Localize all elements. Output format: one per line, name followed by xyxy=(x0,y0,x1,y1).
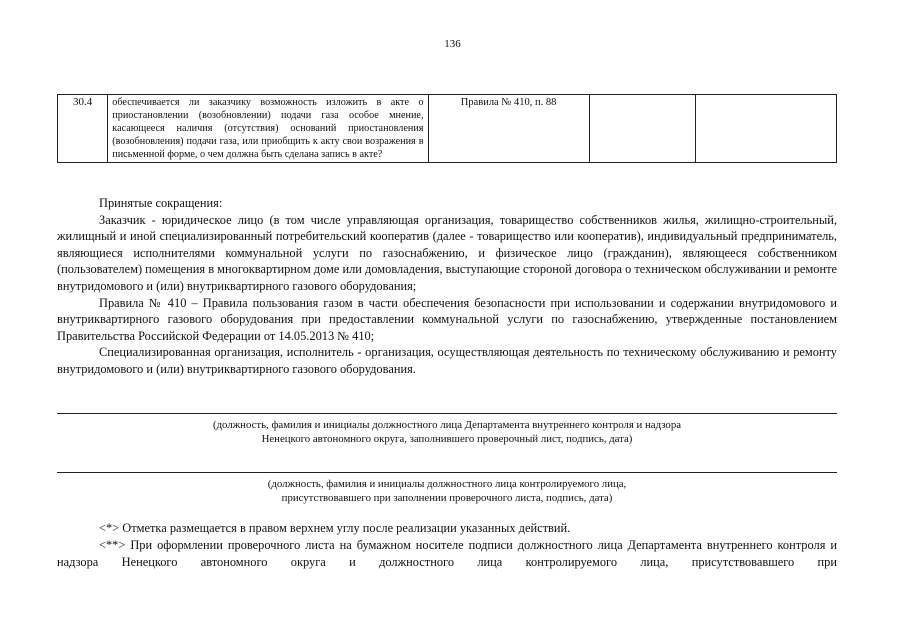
abbreviation-rules-410: Правила № 410 – Правила пользования газом в части обеспечения безопасности при использовании и содержании внутридомового и внутриквартирного газового оборудования при предоставлении коммунальной услуги по газоснабжению, утвержденные постановлением Правительства Российской Федерации от 14.05.2013 № 410; xyxy=(57,295,837,343)
abbreviation-specialized-org: Специализированная организация, исполнитель - организация, осуществляющая деятельность по техническому обслуживанию и ремонту внутридомового и (или) внутриквартирного газового оборудования. xyxy=(57,345,837,376)
abbreviations-title: Принятые сокращения: xyxy=(99,196,223,210)
page-number: 136 xyxy=(444,38,461,50)
signature-caption-line: присутствовавшего при заполнении проверочного листа, подпись, дата) xyxy=(281,492,613,504)
abbreviations-section xyxy=(57,195,837,378)
abbreviation-customer: Заказчик - юридическое лицо (в том числе управляющая организация, товарищество собственников жилья, жилищно-строительный, жилищный и иной специализированный потребительский кооператив (далее - товарищество или кооператив), индивидуальный предприниматель, являющиеся исполнителями коммунальной услуги по газоснабжению, и физическое лицо (гражданин), являющееся собственником (пользователем) помещения в многоквартирном доме или домовладения, выступающие стороной договора о техническом обслуживании и ремонте внутридомового и (или) внутриквартирного газового оборудования; xyxy=(57,212,837,293)
signature-caption-line: Ненецкого автономного округа, заполнившего проверочный лист, подпись, дата) xyxy=(261,433,633,445)
footnote-2: <**> При оформлении проверочного листа на бумажном носителе подписи должностного лица Департамента внутреннего контроля и надзора Ненецкого автономного округа и должностного лица контролируемого лица, присутствовавшего при xyxy=(57,538,837,569)
row-note-cell xyxy=(696,95,837,163)
signature-caption-line: (должность, фамилия и инициалы должностного лица Департамента внутреннего контроля и надзора xyxy=(212,419,682,431)
row-number: 30.4 xyxy=(58,95,108,163)
signature-caption-line: (должность, фамилия и инициалы должностного лица контролируемого лица, xyxy=(267,478,627,490)
signature-caption xyxy=(57,473,837,505)
table-row xyxy=(58,95,837,163)
signature-block-inspector xyxy=(57,413,837,446)
footnotes xyxy=(57,520,837,571)
checklist-table xyxy=(57,94,837,163)
footnote-1: <*> Отметка размещается в правом верхнем углу после реализации указанных действий. xyxy=(99,521,571,535)
signature-caption xyxy=(57,414,837,446)
row-answer-cell xyxy=(589,95,696,163)
row-question: обеспечивается ли заказчику возможность изложить в акте о приостановлении (возобновлении) подачи газа особое мнение, касающееся наличия (отсутствия) оснований приостановления (возобновления) подачи газа, или приобщить к акту свои возражения в письменной форме, о чем должна быть сделана запись в акте? xyxy=(108,95,428,163)
row-reference: Правила № 410, п. 88 xyxy=(428,95,589,163)
signature-block-controlled-person xyxy=(57,472,837,505)
